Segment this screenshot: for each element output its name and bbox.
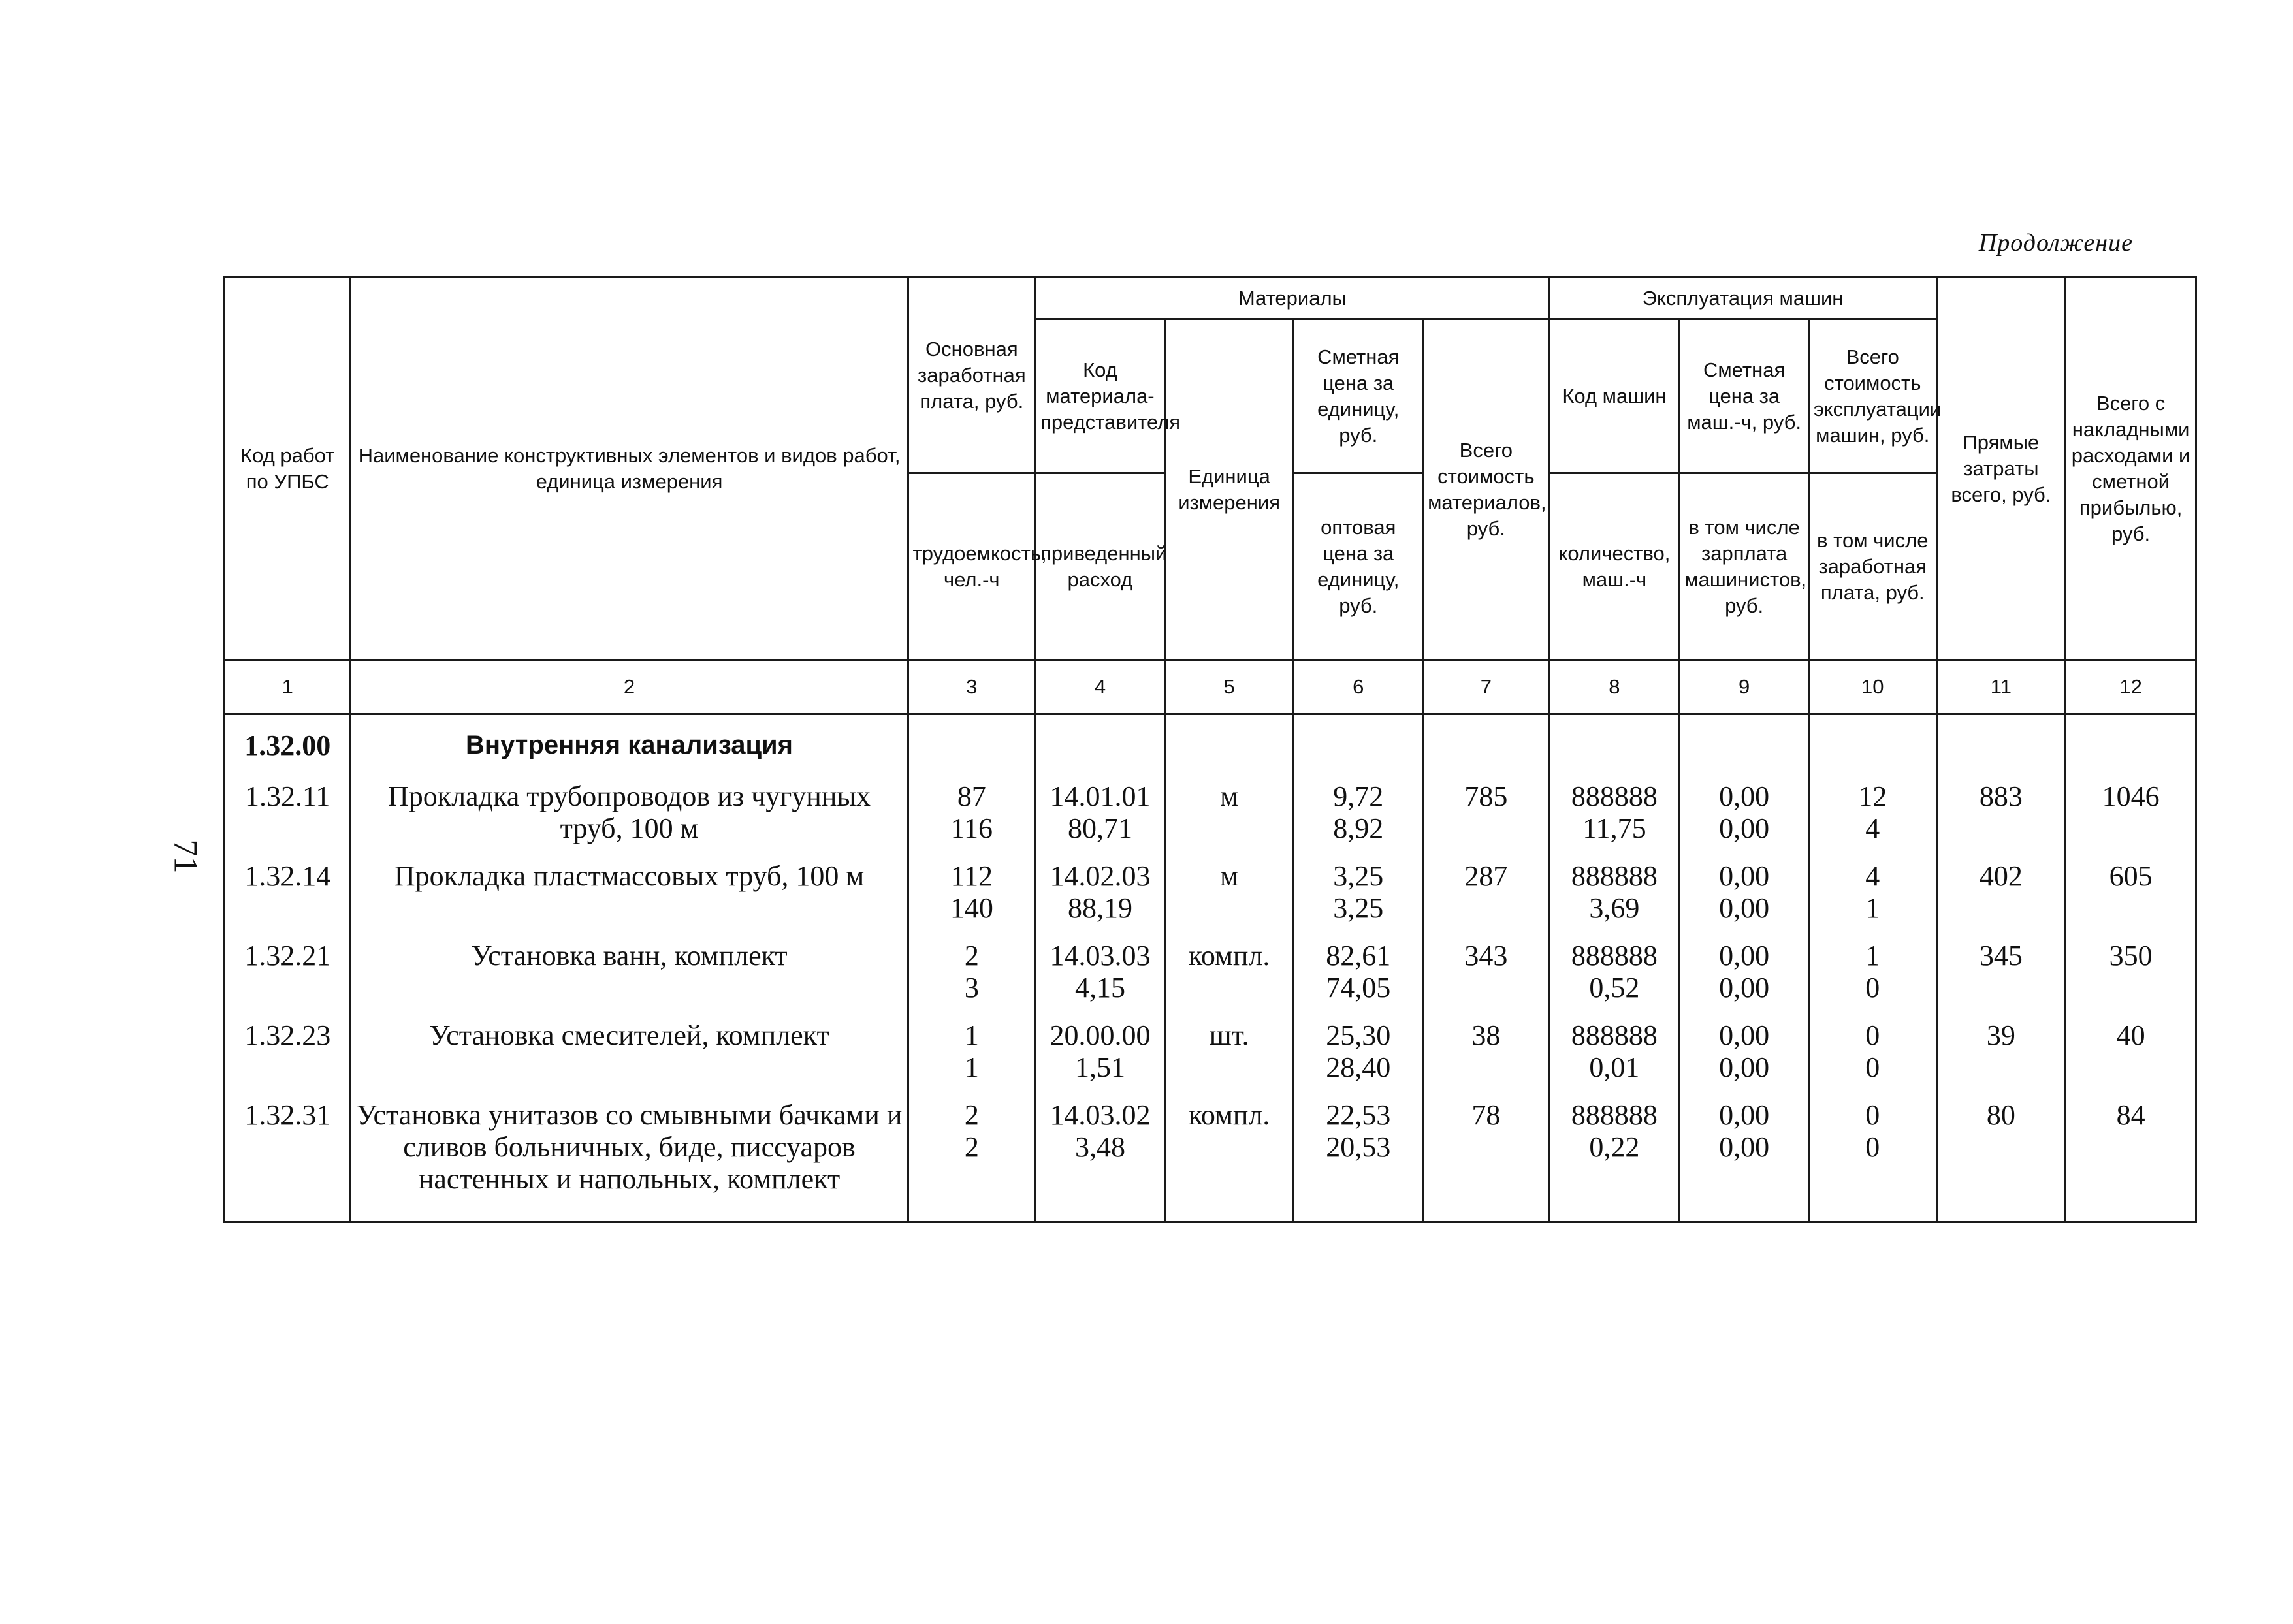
price-cell xyxy=(1294,774,1423,853)
machine-wage: 0,00 xyxy=(1719,892,1770,924)
machine-code-cell xyxy=(1549,853,1680,933)
material-code-cell xyxy=(1036,1013,1165,1092)
work-name: Прокладка трубопроводов из чугунных труб, 100 м xyxy=(351,774,908,853)
wage-value: 1 xyxy=(964,1019,979,1051)
header-code: Код работ по УПБС xyxy=(225,278,351,660)
material-qty: 4,15 xyxy=(1074,972,1125,1004)
material-total: 38 xyxy=(1423,1013,1549,1092)
machine-total-wage: 0 xyxy=(1865,972,1880,1004)
column-number: 9 xyxy=(1680,660,1809,714)
section-row xyxy=(225,714,2196,774)
work-code: 1.32.14 xyxy=(225,853,351,933)
machine-total: 0 xyxy=(1865,1019,1880,1051)
price-value: 22,53 xyxy=(1326,1099,1391,1131)
material-total: 287 xyxy=(1423,853,1549,933)
machine-code-cell xyxy=(1549,1013,1680,1092)
direct-cost: 80 xyxy=(1936,1092,2066,1222)
machine-price: 0,00 xyxy=(1719,1099,1770,1131)
machine-total-wage: 0 xyxy=(1865,1131,1880,1163)
material-total: 343 xyxy=(1423,933,1549,1013)
total-cost: 605 xyxy=(2066,853,2196,933)
wage-value: 2 xyxy=(964,1099,979,1131)
machine-total-cell xyxy=(1808,774,1936,853)
unit-cell: компл. xyxy=(1164,1092,1294,1222)
labor-value: 3 xyxy=(964,972,979,1004)
machine-total: 12 xyxy=(1858,780,1887,812)
unit-cell: шт. xyxy=(1164,1013,1294,1092)
material-code: 14.03.03 xyxy=(1050,940,1151,972)
material-total: 785 xyxy=(1423,774,1549,853)
wage-value: 87 xyxy=(957,780,986,812)
total-cost: 1046 xyxy=(2066,774,2196,853)
wage-cell xyxy=(908,774,1036,853)
header-total: Всего с накладными расходами и сметной прибылью, руб. xyxy=(2066,278,2196,660)
wholesale-value: 28,40 xyxy=(1326,1051,1391,1083)
material-qty: 3,48 xyxy=(1074,1131,1125,1163)
unit-cell: м xyxy=(1164,853,1294,933)
machine-price-cell xyxy=(1680,933,1809,1013)
wholesale-value: 8,92 xyxy=(1333,812,1384,844)
material-code: 20.00.00 xyxy=(1050,1019,1151,1051)
header-mach-total-wage: в том числе заработная плата, руб. xyxy=(1808,473,1936,660)
machine-total: 0 xyxy=(1865,1099,1880,1131)
table-row xyxy=(225,774,2196,853)
header-materials: Материалы xyxy=(1036,278,1549,319)
column-number: 1 xyxy=(225,660,351,714)
total-cost: 350 xyxy=(2066,933,2196,1013)
work-code: 1.32.31 xyxy=(225,1092,351,1222)
direct-cost: 39 xyxy=(1936,1013,2066,1092)
machine-code: 888888 xyxy=(1571,940,1658,972)
material-code-cell xyxy=(1036,774,1165,853)
wage-cell xyxy=(908,933,1036,1013)
column-number: 5 xyxy=(1164,660,1294,714)
machine-price-cell xyxy=(1680,1092,1809,1222)
table-row xyxy=(225,1092,2196,1222)
header-wholesale: оптовая цена за единицу, руб. xyxy=(1294,473,1423,660)
machine-total-cell xyxy=(1808,853,1936,933)
labor-value: 140 xyxy=(950,892,993,924)
material-total: 78 xyxy=(1423,1092,1549,1222)
machine-wage: 0,00 xyxy=(1719,1131,1770,1163)
unit-cell: компл. xyxy=(1164,933,1294,1013)
column-number: 8 xyxy=(1549,660,1680,714)
machine-code: 888888 xyxy=(1571,1099,1658,1131)
machine-qty: 0,52 xyxy=(1589,972,1640,1004)
machine-code-cell xyxy=(1549,1092,1680,1222)
table-header xyxy=(225,278,2196,714)
column-number: 6 xyxy=(1294,660,1423,714)
material-code: 14.02.03 xyxy=(1050,860,1151,892)
machine-total-cell xyxy=(1808,1092,1936,1222)
column-number: 7 xyxy=(1423,660,1549,714)
price-value: 9,72 xyxy=(1333,780,1384,812)
machine-total: 1 xyxy=(1865,940,1880,972)
machine-price: 0,00 xyxy=(1719,780,1770,812)
machine-code: 888888 xyxy=(1571,780,1658,812)
price-value: 82,61 xyxy=(1326,940,1391,972)
page-number: 71 xyxy=(167,839,204,874)
section-code: 1.32.00 xyxy=(225,714,351,774)
machine-total-wage: 4 xyxy=(1865,812,1880,844)
machine-total-wage: 1 xyxy=(1865,892,1880,924)
header-labor: трудоемкость, чел.-ч xyxy=(908,473,1036,660)
machine-qty: 11,75 xyxy=(1582,812,1646,844)
column-number: 3 xyxy=(908,660,1036,714)
machine-code: 888888 xyxy=(1571,1019,1658,1051)
material-code-cell xyxy=(1036,853,1165,933)
machine-qty: 0,01 xyxy=(1589,1051,1640,1083)
material-qty: 1,51 xyxy=(1074,1051,1125,1083)
unit-cell: м xyxy=(1164,774,1294,853)
wholesale-value: 74,05 xyxy=(1326,972,1391,1004)
wage-value: 112 xyxy=(950,860,993,892)
machine-code-cell xyxy=(1549,933,1680,1013)
price-cell xyxy=(1294,933,1423,1013)
column-number: 11 xyxy=(1936,660,2066,714)
column-number: 2 xyxy=(351,660,908,714)
machine-price: 0,00 xyxy=(1719,940,1770,972)
material-code: 14.01.01 xyxy=(1050,780,1151,812)
header-direct: Прямые затраты всего, руб. xyxy=(1936,278,2066,660)
work-name: Установка ванн, комплект xyxy=(351,933,908,1013)
header-mat-unit: Единица измерения xyxy=(1164,319,1294,660)
work-code: 1.32.23 xyxy=(225,1013,351,1092)
price-cell xyxy=(1294,853,1423,933)
header-mat-price: Сметная цена за единицу, руб. xyxy=(1294,319,1423,473)
column-number-row xyxy=(225,660,2196,714)
price-cell xyxy=(1294,1092,1423,1222)
machine-total-cell xyxy=(1808,933,1936,1013)
machine-price: 0,00 xyxy=(1719,1019,1770,1051)
header-mat-total: Всего стоимость материалов, руб. xyxy=(1423,319,1549,660)
header-mat-code: Код материала-представителя xyxy=(1036,319,1165,473)
labor-value: 1 xyxy=(964,1051,979,1083)
work-name: Прокладка пластмассовых труб, 100 м xyxy=(351,853,908,933)
table-row xyxy=(225,853,2196,933)
work-code: 1.32.21 xyxy=(225,933,351,1013)
machine-wage: 0,00 xyxy=(1719,812,1770,844)
total-cost: 40 xyxy=(2066,1013,2196,1092)
header-mach-code: Код машин xyxy=(1549,319,1680,473)
material-code-cell xyxy=(1036,1092,1165,1222)
machine-qty: 3,69 xyxy=(1589,892,1640,924)
machine-qty: 0,22 xyxy=(1589,1131,1640,1163)
header-mat-qty: приведенный расход xyxy=(1036,473,1165,660)
material-qty: 88,19 xyxy=(1067,892,1132,924)
machine-price-cell xyxy=(1680,774,1809,853)
table-body xyxy=(225,714,2196,1222)
header-mach-price: Сметная цена за маш.-ч, руб. xyxy=(1680,319,1809,473)
machine-total-cell xyxy=(1808,1013,1936,1092)
machine-price-cell xyxy=(1680,1013,1809,1092)
header-name: Наименование конструктивных элементов и видов работ, единица измерения xyxy=(351,278,908,660)
labor-value: 2 xyxy=(964,1131,979,1163)
continuation-label: Продолжение xyxy=(1978,229,2133,257)
column-number: 4 xyxy=(1036,660,1165,714)
work-name: Установка смесителей, комплект xyxy=(351,1013,908,1092)
section-name: Внутренняя канализация xyxy=(351,714,908,774)
machine-price: 0,00 xyxy=(1719,860,1770,892)
price-value: 3,25 xyxy=(1333,860,1384,892)
header-mach-qty: количество, маш.-ч xyxy=(1549,473,1680,660)
table-row xyxy=(225,1013,2196,1092)
machine-price-cell xyxy=(1680,853,1809,933)
labor-value: 116 xyxy=(950,812,993,844)
price-cell xyxy=(1294,1013,1423,1092)
direct-cost: 402 xyxy=(1936,853,2066,933)
header-machines: Эксплуатация машин xyxy=(1549,278,1936,319)
column-number: 12 xyxy=(2066,660,2196,714)
price-value: 25,30 xyxy=(1326,1019,1391,1051)
wholesale-value: 3,25 xyxy=(1333,892,1384,924)
machine-code-cell xyxy=(1549,774,1680,853)
work-code: 1.32.11 xyxy=(225,774,351,853)
machine-total-wage: 0 xyxy=(1865,1051,1880,1083)
material-code-cell xyxy=(1036,933,1165,1013)
machine-code: 888888 xyxy=(1571,860,1658,892)
material-code: 14.03.02 xyxy=(1050,1099,1151,1131)
wage-value: 2 xyxy=(964,940,979,972)
header-wage: Основная заработная плата, руб. xyxy=(908,278,1036,473)
machine-wage: 0,00 xyxy=(1719,972,1770,1004)
table-row xyxy=(225,933,2196,1013)
wholesale-value: 20,53 xyxy=(1326,1131,1391,1163)
wage-cell xyxy=(908,1013,1036,1092)
wage-cell xyxy=(908,853,1036,933)
machine-wage: 0,00 xyxy=(1719,1051,1770,1083)
wage-cell xyxy=(908,1092,1036,1222)
work-name: Установка унитазов со смывными бачками и сливов больничных, биде, писсуаров настенных и напольных, комплект xyxy=(351,1092,908,1222)
header-mach-total: Всего стоимость эксплуатации машин, руб. xyxy=(1808,319,1936,473)
machine-total: 4 xyxy=(1865,860,1880,892)
material-qty: 80,71 xyxy=(1067,812,1132,844)
direct-cost: 883 xyxy=(1936,774,2066,853)
cost-table xyxy=(223,276,2197,1223)
total-cost: 84 xyxy=(2066,1092,2196,1222)
column-number: 10 xyxy=(1808,660,1936,714)
header-mach-wage: в том числе зарплата машинистов, руб. xyxy=(1680,473,1809,660)
direct-cost: 345 xyxy=(1936,933,2066,1013)
